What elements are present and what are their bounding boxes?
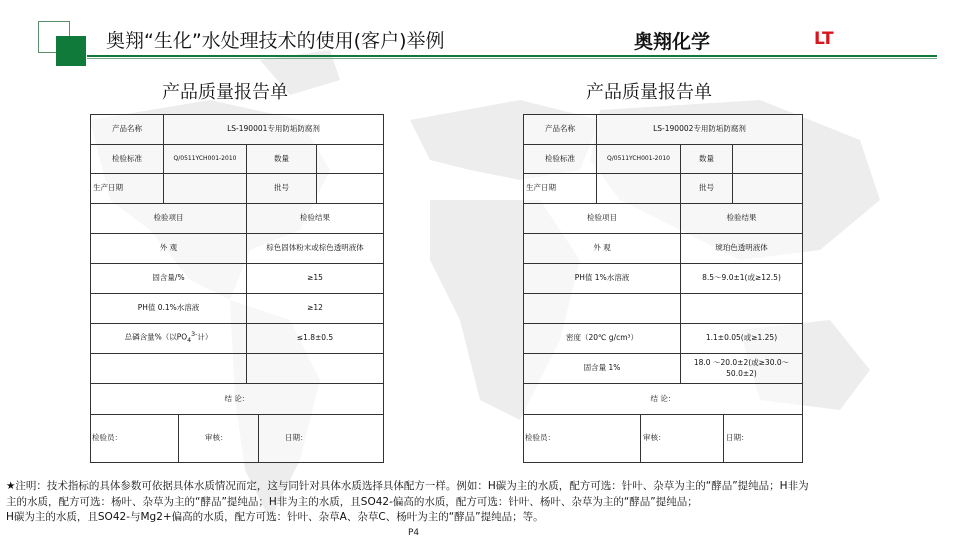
batch-label: 批号 [247, 174, 317, 204]
item-cell: 外 观 [91, 234, 247, 264]
table-row [524, 234, 803, 264]
standard-label: 检验标准 [524, 145, 597, 174]
table-row [524, 294, 803, 324]
table-row [524, 324, 803, 354]
result-cell: ≤1.8±0.5 [247, 324, 384, 354]
item-cell: PH值 1%水溶液 [524, 264, 681, 294]
item-cell [524, 294, 681, 324]
batch-value [733, 174, 803, 204]
result-cell: 8.5～9.0±1(或≥12.5) [681, 264, 803, 294]
right-report-title: 产品质量报告单 [586, 82, 712, 103]
table-row [91, 115, 384, 145]
result-cell: 琥珀色透明液体 [681, 234, 803, 264]
footnote [6, 479, 951, 526]
item-cell: 固含量 1% [524, 354, 681, 384]
right-report-table [523, 114, 803, 463]
production-date-label: 生产日期 [91, 174, 164, 204]
table-row [91, 234, 384, 264]
table-row [91, 384, 384, 415]
result-cell: 棕色固体粉末或棕色透明液体 [247, 234, 384, 264]
table-row [91, 415, 384, 463]
brand-name: 奥翔化学 [634, 31, 711, 53]
production-date-value [164, 174, 247, 204]
page-title: 奥翔“生化”水处理技术的使用(客户)举例 [106, 30, 445, 52]
table-row [91, 324, 384, 354]
batch-value [317, 174, 384, 204]
table-row [524, 174, 803, 204]
quantity-value [317, 145, 384, 174]
production-date-label: 生产日期 [524, 174, 597, 204]
item-header: 检验项目 [524, 204, 681, 234]
header-rule-thin [87, 58, 937, 59]
result-cell: 1.1±0.05(或≥1.25) [681, 324, 803, 354]
table-row [524, 115, 803, 145]
item-cell: PH值 0.1%水溶液 [91, 294, 247, 324]
left-report-title: 产品质量报告单 [162, 82, 288, 103]
date-label: 日期： [285, 433, 308, 443]
header-rule [87, 55, 937, 57]
standard-label: 检验标准 [91, 145, 164, 174]
page-number: P4 [408, 528, 420, 538]
result-cell: ≥12 [247, 294, 384, 324]
date-label: 日期： [726, 433, 749, 443]
item-cell: 外 观 [524, 234, 681, 264]
item-cell: 固含量/% [91, 264, 247, 294]
result-cell: 18.0 ～20.0±2(或≥30.0～50.0±2) [681, 354, 803, 384]
table-row [91, 354, 384, 384]
table-row [524, 145, 803, 174]
footnote-line: 主的水质，配方可选：杨叶、杂草为主的“酵品”提纯品；H非为主的水质，且SO42-偏高的水质，配方可选：针叶、杨叶、杂草为主的“酵品”提纯品； [6, 495, 698, 508]
product-name-label: 产品名称 [91, 115, 164, 145]
table-row [524, 264, 803, 294]
table-row [91, 294, 384, 324]
quantity-label: 数量 [681, 145, 733, 174]
table-row [524, 415, 803, 463]
product-name-label: 产品名称 [524, 115, 597, 145]
quantity-value [733, 145, 803, 174]
item-cell [91, 354, 247, 384]
item-header: 检验项目 [91, 204, 247, 234]
result-cell [247, 354, 384, 384]
table-row [524, 354, 803, 384]
item-cell: 密度（20℃ g/cm³） [524, 324, 681, 354]
conclusion-cell: 结 论： [91, 384, 384, 415]
table-row [524, 204, 803, 234]
footnote-line: ★注明：技术指标的具体参数可依据具体水质情况而定，这与同针对具体水质选择具体配方一样。例如：H碳为主的水质，配方可选：针叶、杂草为主的“酵品”提纯品；H非为 [6, 480, 809, 492]
product-name-value: LS-190001专用防垢防腐剂 [164, 115, 384, 145]
result-header: 检验结果 [247, 204, 384, 234]
result-cell: ≥15 [247, 264, 384, 294]
product-name-value: LS-190002专用防垢防腐剂 [597, 115, 803, 145]
table-row [91, 204, 384, 234]
standard-value: Q/0511YCH001-2010 [597, 145, 681, 174]
table-row [524, 384, 803, 415]
footnote-line: H碳为主的水质，且SO42-与Mg2+偏高的水质，配方可选：针叶、杂草A、杂草C、杨叶为主的“酵品”提纯品；等。 [6, 511, 544, 523]
quantity-label: 数量 [247, 145, 317, 174]
logo-square [56, 36, 86, 66]
brand-code: LT [814, 29, 834, 49]
result-header: 检验结果 [681, 204, 803, 234]
left-report-table [90, 114, 384, 463]
item-cell: 总磷含量%（以$PO_4^{3-}$计） [91, 324, 247, 354]
reviewer-label: 审核： [641, 415, 724, 462]
reviewer-label: 审核： [179, 415, 259, 462]
table-row [91, 264, 384, 294]
table-row [91, 174, 384, 204]
table-row [91, 145, 384, 174]
result-cell [681, 294, 803, 324]
production-date-value [597, 174, 681, 204]
conclusion-cell: 结 论： [524, 384, 803, 415]
inspector-label: 检验员： [91, 415, 179, 462]
standard-value: Q/0511YCH001-2010 [164, 145, 247, 174]
inspector-label: 检验员： [524, 415, 641, 462]
batch-label: 批号 [681, 174, 733, 204]
